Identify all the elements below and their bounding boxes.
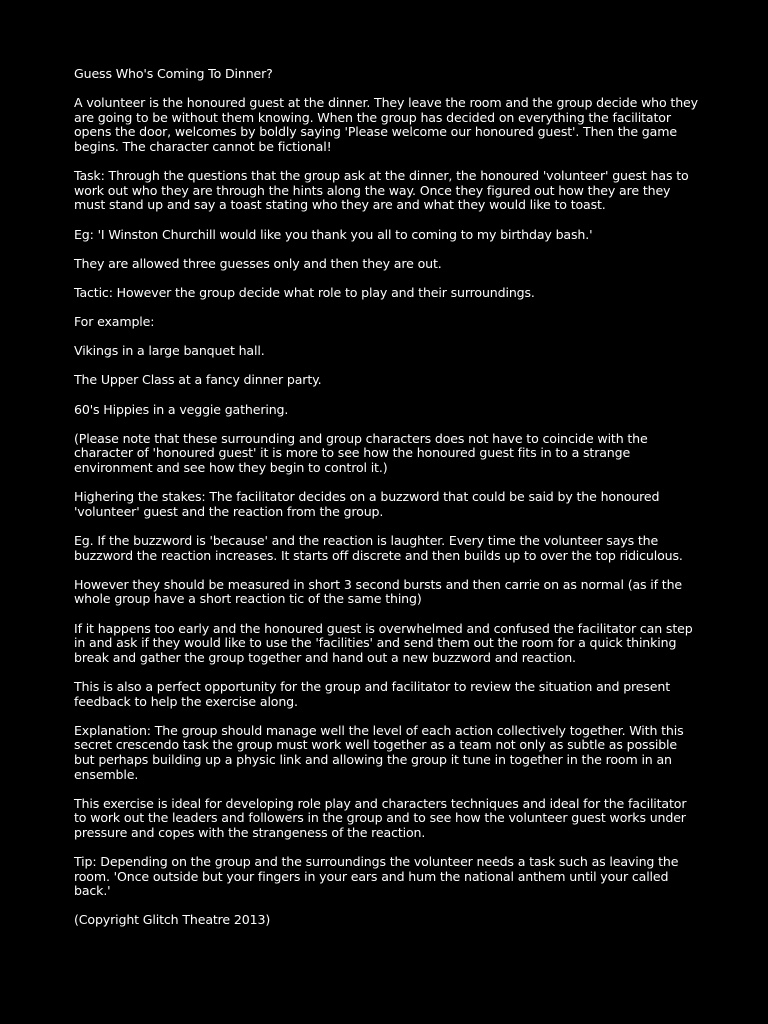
paragraph-tip: Tip: Depending on the group and the surroundings the volunteer needs a task such as leaving the room. 'Once outside but your fingers in your ears and hum the national anthem until your called back.' bbox=[74, 854, 679, 899]
paragraph-ideal-for: This exercise is ideal for developing role play and characters techniques and ideal for the facilitator to work out the leaders and followers in the group and to see how the volunteer guest works under pressure and copes with the strangeness of the reaction. bbox=[74, 795, 687, 840]
paragraph-for-example: For example: bbox=[74, 314, 155, 330]
paragraph-copyright: (Copyright Glitch Theatre 2013) bbox=[74, 912, 271, 928]
document-title: Guess Who's Coming To Dinner? bbox=[74, 66, 273, 81]
document-body bbox=[74, 67, 698, 943]
paragraph-too-early: If it happens too early and the honoured guest is overwhelmed and confused the facilitator can step in and ask if they would like to use the 'facilities' and send them out the room for a quick thinking break and gather the group together and hand out a new buzzword and reaction. bbox=[74, 620, 693, 665]
paragraph-guesses: They are allowed three guesses only and then they are out. bbox=[74, 255, 442, 271]
paragraph-measured: However they should be measured in short 3 second bursts and then carrie on as normal (as if the whole group have a short reaction tic of the same thing) bbox=[74, 576, 683, 607]
paragraph-buzzword-example: Eg. If the buzzword is 'because' and the reaction is laughter. Every time the volunteer says the buzzword the reaction increases. It starts off discrete and then builds up to over the top ridiculous. bbox=[74, 533, 683, 563]
paragraph-note: (Please note that these surrounding and group characters does not have to coincide with the character of 'honoured guest' it is more to see how the honoured guest fits in to a strange environment and see how they begin to control it.) bbox=[74, 430, 648, 476]
paragraph-explanation: Explanation: The group should manage well the level of each action collectively together. With this secret crescendo task the group must work well together as a team not only as subtle as possible but perhaps building up a physic link and allowing the group it tune in together in the room in an ensemble. bbox=[74, 722, 684, 782]
paragraph-example-vikings: Vikings in a large banquet hall. bbox=[74, 343, 265, 359]
paragraph-toast-example: Eg: 'I Winston Churchill would like you thank you all to coming to my birthday bash.' bbox=[74, 226, 593, 242]
paragraph-highering-stakes: Highering the stakes: The facilitator decides on a buzzword that could be said by the honoured 'volunteer' guest and the reaction from the group. bbox=[74, 489, 660, 519]
paragraph-tactic: Tactic: However the group decide what role to play and their surroundings. bbox=[74, 284, 535, 300]
paragraph-intro: A volunteer is the honoured guest at the dinner. They leave the room and the group decide who they are going to be without them knowing. When the group has decided on everything the facilitator opens the door, welcomes by boldly saying 'Please welcome our honoured guest'. Then the game begins. The character cannot be fictional! bbox=[74, 95, 698, 154]
paragraph-task: Task: Through the questions that the group ask at the dinner, the honoured 'volunteer' guest has to work out who they are through the hints along the way. Once they figured out how they are they must stand up and say a toast stating who they are and what they would like to toast. bbox=[74, 168, 689, 213]
paragraph-review: This is also a perfect opportunity for the group and facilitator to review the situation and present feedback to help the exercise along. bbox=[74, 678, 671, 709]
paragraph-example-upper-class: The Upper Class at a fancy dinner party. bbox=[74, 372, 322, 388]
paragraph-example-hippies: 60's Hippies in a veggie gathering. bbox=[74, 401, 289, 417]
